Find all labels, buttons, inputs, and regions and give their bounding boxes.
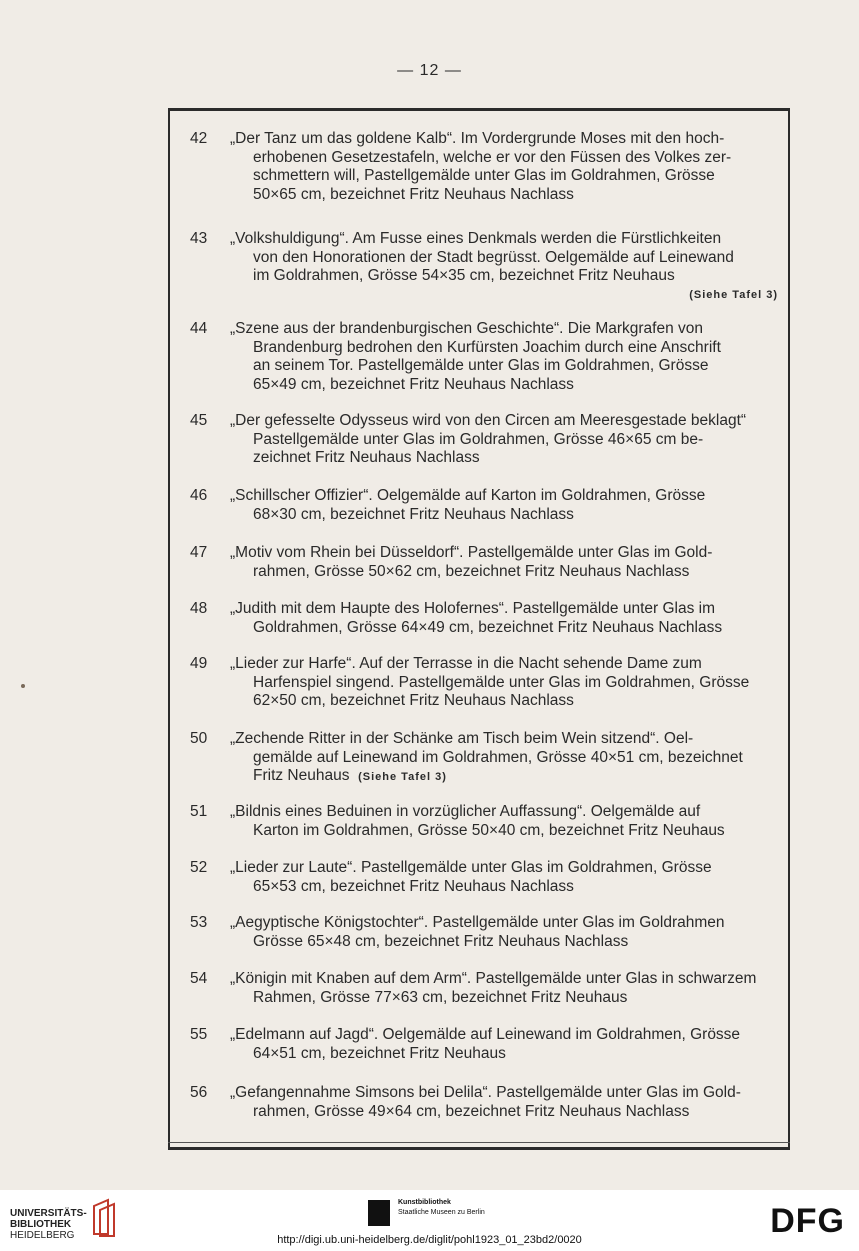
entry-line: im Goldrahmen, Grösse 54×35 cm, bezeichnet Fritz Neuhaus: [253, 267, 675, 285]
logo-line: Staatliche Museen zu Berlin: [398, 1209, 485, 1216]
entry-line: „Judith mit dem Haupte des Holofernes“. Pastellgemälde unter Glas im: [230, 600, 716, 617]
entry-line: „Edelmann auf Jagd“. Oelgemälde auf Leinewand im Goldrahmen, Grösse: [230, 1026, 741, 1043]
dfg-logo[interactable]: DFG: [770, 1202, 845, 1240]
entry-number: 54: [190, 970, 208, 987]
entry-number: 48: [190, 600, 208, 617]
entry-line: schmettern will, Pastellgemälde unter Glas im Goldrahmen, Grösse: [253, 167, 715, 185]
entry-line: Fritz Neuhaus: [253, 767, 350, 785]
entry-line: Goldrahmen, Grösse 64×49 cm, bezeichnet Fritz Neuhaus Nachlass: [253, 618, 723, 636]
logo-line: BIBLIOTHEK: [10, 1219, 72, 1230]
entry-number: 50: [190, 730, 208, 747]
entry-line: „Szene aus der brandenburgischen Geschichte“. Die Markgrafen von: [230, 320, 704, 337]
entry-line: „Schillscher Offizier“. Oelgemälde auf Karton im Goldrahmen, Grösse: [230, 487, 706, 504]
entry-line: Grösse 65×48 cm, bezeichnet Fritz Neuhaus Nachlass: [253, 932, 629, 950]
entry-line-with-note: [230, 767, 778, 787]
footer-bar: [0, 1190, 859, 1251]
plate-reference: (Siehe Tafel 3): [358, 771, 447, 784]
entry-line: zeichnet Fritz Neuhaus Nachlass: [253, 449, 480, 467]
entry-number: 42: [190, 130, 208, 147]
entry-number: 56: [190, 1084, 208, 1101]
entry-line: an seinem Tor. Pastellgemälde unter Glas im Goldrahmen, Grösse: [253, 357, 709, 375]
plate-reference: (Siehe Tafel 3): [689, 288, 778, 301]
entry-line: „Lieder zur Laute“. Pastellgemälde unter Glas im Goldrahmen, Grösse: [230, 859, 712, 876]
entry-line: 64×51 cm, bezeichnet Fritz Neuhaus: [253, 1044, 506, 1062]
entry-line: 65×53 cm, bezeichnet Fritz Neuhaus Nachlass: [253, 877, 574, 895]
entry-line: Pastellgemälde unter Glas im Goldrahmen, Grösse 46×65 cm be-: [253, 430, 704, 448]
entry-line: Karton im Goldrahmen, Grösse 50×40 cm, bezeichnet Fritz Neuhaus: [253, 821, 725, 839]
entry-line: erhobenen Gesetzestafeln, welche er vor den Füssen des Volkes zer-: [253, 148, 732, 166]
university-emblem-icon: [88, 1196, 120, 1238]
margin-spot: [21, 684, 25, 688]
entry-line: „Motiv vom Rhein bei Düsseldorf“. Pastellgemälde unter Glas im Gold-: [230, 544, 713, 561]
logo-line: HEIDELBERG: [10, 1230, 75, 1241]
entry-line: „Aegyptische Königstochter“. Pastellgemälde unter Glas im Goldrahmen: [230, 914, 725, 931]
entry-line: rahmen, Grösse 49×64 cm, bezeichnet Fritz Neuhaus Nachlass: [253, 1102, 690, 1120]
entry-number: 49: [190, 655, 208, 672]
entry-line: 68×30 cm, bezeichnet Fritz Neuhaus Nachlass: [253, 505, 574, 523]
entry-line: Brandenburg bedrohen den Kurfürsten Joachim durch eine Anschrift: [253, 338, 721, 356]
entry-line: Rahmen, Grösse 77×63 cm, bezeichnet Fritz Neuhaus: [253, 988, 628, 1006]
entry-line: „Königin mit Knaben auf dem Arm“. Pastellgemälde unter Glas in schwarzem: [230, 970, 757, 987]
entry-line: „Gefangennahme Simsons bei Delila“. Pastellgemälde unter Glas im Gold-: [230, 1084, 741, 1101]
kunstbibliothek-logo[interactable]: [398, 1198, 485, 1218]
entry-number: 55: [190, 1026, 208, 1043]
entry-line: „Zechende Ritter in der Schänke am Tisch beim Wein sitzend“. Oel-: [230, 730, 694, 747]
entry-line: von den Honorationen der Stadt begrüsst. Oelgemälde auf Leinewand: [253, 248, 734, 266]
entry-line: gemälde auf Leinewand im Goldrahmen, Grösse 40×51 cm, bezeichnet: [253, 748, 743, 766]
page-number: — 12 —: [397, 62, 462, 79]
entry-line: Harfenspiel singend. Pastellgemälde unter Glas im Goldrahmen, Grösse: [253, 673, 750, 691]
entry-number: 46: [190, 487, 208, 504]
entry-line: „Volkshuldigung“. Am Fusse eines Denkmals werden die Fürstlichkeiten: [230, 230, 722, 247]
logo-line: UNIVERSITÄTS-: [10, 1208, 87, 1219]
logo-line: Kunstbibliothek: [398, 1199, 451, 1206]
frame-rule: [168, 1142, 790, 1143]
entry-line: 65×49 cm, bezeichnet Fritz Neuhaus Nachlass: [253, 375, 574, 393]
entry-number: 45: [190, 412, 208, 429]
entry-number: 43: [190, 230, 208, 247]
entry-line: 62×50 cm, bezeichnet Fritz Neuhaus Nachlass: [253, 692, 574, 710]
entry-line: „Der gefesselte Odysseus wird von den Circen am Meeresgestade beklagt“: [230, 412, 747, 429]
entry-number: 53: [190, 914, 208, 931]
entry-line: „Der Tanz um das goldene Kalb“. Im Vordergrunde Moses mit den hoch-: [230, 130, 725, 147]
entry-line: 50×65 cm, bezeichnet Fritz Neuhaus Nachlass: [253, 185, 574, 203]
entry-line: „Lieder zur Harfe“. Auf der Terrasse in die Nacht sehende Dame zum: [230, 655, 702, 672]
entry-number: 52: [190, 859, 208, 876]
entry-line: „Bildnis eines Beduinen in vorzüglicher Auffassung“. Oelgemälde auf: [230, 803, 701, 820]
source-url-link[interactable]: http://digi.ub.uni-heidelberg.de/diglit/pohl1923_01_23bd2/0020: [277, 1234, 582, 1246]
entry-number: 51: [190, 803, 208, 820]
kunstbibliothek-emblem-icon: [368, 1200, 390, 1226]
entry-line: rahmen, Grösse 50×62 cm, bezeichnet Fritz Neuhaus Nachlass: [253, 562, 690, 580]
entry-number: 44: [190, 320, 208, 337]
entry-number: 47: [190, 544, 208, 561]
